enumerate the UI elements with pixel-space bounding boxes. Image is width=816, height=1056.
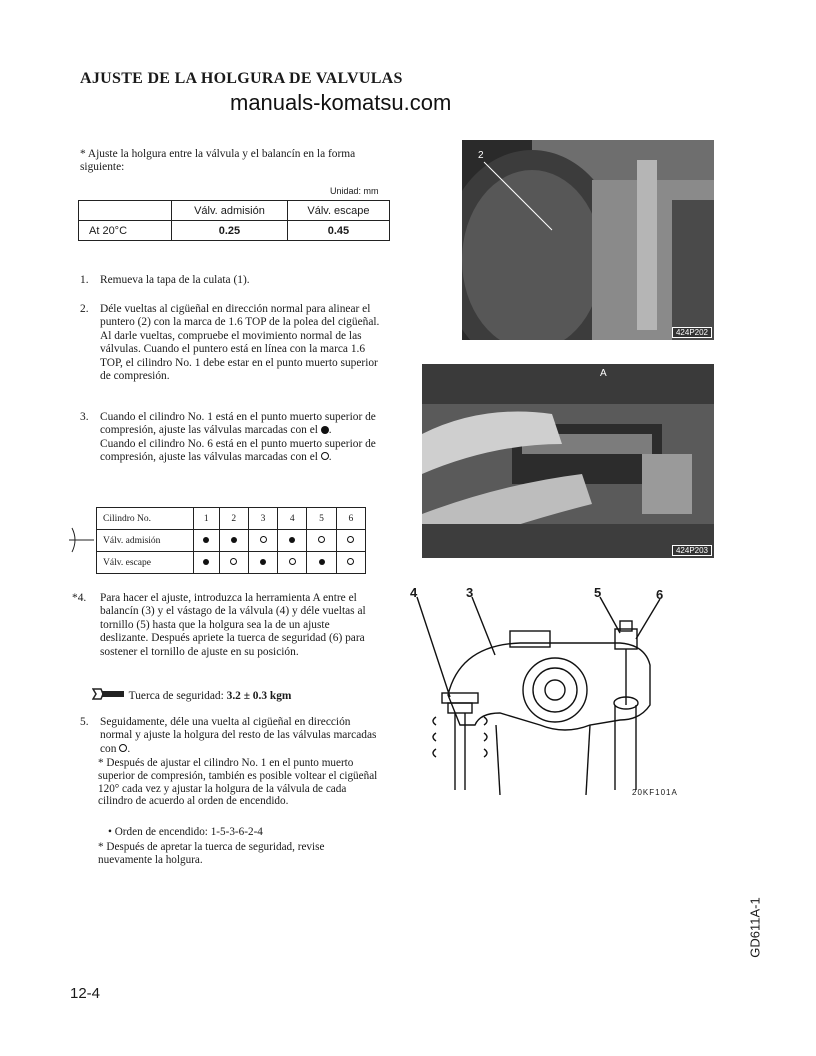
filled-circle-icon — [203, 537, 209, 543]
open-circle-icon — [230, 558, 237, 565]
photo-valve-image — [422, 364, 714, 558]
open-circle-icon — [347, 558, 354, 565]
open-circle-icon — [318, 536, 325, 543]
step-1 — [80, 274, 380, 287]
mark-cell — [336, 530, 365, 552]
diagram-callout-locknut: 6 — [656, 587, 664, 602]
table-header-cell: 1 — [194, 508, 220, 530]
mark-cell — [248, 530, 277, 552]
filled-circle-icon — [289, 537, 295, 543]
table-header-cell: Válv. admisión — [172, 201, 288, 221]
table-header-cell: 4 — [278, 508, 307, 530]
step-text — [100, 716, 380, 756]
step-text: Para hacer el ajuste, introduzca la herramienta A entre el balancín (3) y el vástago de la válvula (4) y déle vueltas al tornillo (5) hasta que la holgura sea la de un ajuste deslizante. Después apriete la tuerca de seguridad (6) para sostener el tornillo de ajuste en su posición. — [100, 592, 366, 658]
mark-cell — [307, 552, 336, 574]
step-number: 1. — [80, 274, 89, 286]
filled-circle-icon — [231, 537, 237, 543]
table-header-cell: 2 — [219, 508, 248, 530]
mark-cell — [194, 530, 220, 552]
filled-circle-icon — [319, 559, 325, 565]
step-text: Remueva la tapa de la culata (1). — [100, 274, 250, 286]
step-end-b: . — [328, 451, 332, 464]
table-header-cell — [79, 201, 172, 221]
diagram-callout-valve: 4 — [410, 585, 418, 600]
step-2 — [80, 303, 380, 383]
sub-note-firing-order: • Orden de encendido: 1-5-3-6-2-4 — [108, 826, 263, 838]
photo-crankshaft-pulley — [462, 140, 714, 340]
open-circle-icon — [347, 536, 354, 543]
mark-cell — [248, 552, 277, 574]
table-cell-intake: 0.25 — [172, 221, 288, 241]
step-3 — [80, 411, 380, 465]
step-text-b: Cuando el cilindro No. 6 está en el punto muerto superior de compresión, ajuste las válvulas marcadas con el — [100, 437, 376, 464]
torque-label: Tuerca de seguridad: — [128, 690, 224, 702]
mark-cell — [278, 530, 307, 552]
torque-value: 3.2 ± 0.3 kgm — [226, 690, 292, 702]
photo-valve-adjustment — [422, 364, 714, 558]
step-text-a: Seguidamente, déle una vuelta al cigüeñal en dirección normal y ajuste la holgura del resto de las válvulas marcadas con — [100, 716, 377, 755]
table-cell-exhaust: 0.45 — [287, 221, 389, 241]
open-circle-icon — [321, 452, 329, 460]
mark-cell — [219, 552, 248, 574]
wrench-icon — [92, 688, 126, 700]
table-header-row — [79, 201, 390, 221]
table-row — [97, 530, 366, 552]
table-header-cell: 6 — [336, 508, 365, 530]
step-5 — [80, 716, 380, 756]
diagram-code: 20KF101A — [632, 788, 678, 797]
document-id: GD611A-1 — [747, 897, 763, 958]
mark-cell — [278, 552, 307, 574]
photo-code: 424P203 — [672, 545, 712, 556]
diagram-callout-screw: 5 — [594, 585, 602, 600]
step-end: . — [127, 742, 131, 755]
step-text-a: Cuando el cilindro No. 1 está en el punto muerto superior de compresión, ajuste las válvulas marcadas con el — [100, 411, 376, 437]
step-number: 5. — [80, 716, 89, 728]
page-title: AJUSTE DE LA HOLGURA DE VALVULAS — [80, 70, 403, 87]
torque-spec — [92, 688, 291, 702]
diagram-callout-rocker: 3 — [466, 585, 474, 600]
table-header-cell: 5 — [307, 508, 336, 530]
mark-cell — [307, 530, 336, 552]
arrow-marker-icon — [66, 520, 96, 560]
step-4 — [72, 592, 380, 659]
page-number: 12-4 — [70, 985, 101, 1002]
table-header-cell: Cilindro No. — [97, 508, 194, 530]
step-number: 2. — [80, 303, 89, 315]
photo-callout: A — [600, 368, 607, 379]
photo-code: 424P202 — [672, 327, 712, 338]
intro-note: * Ajuste la holgura entre la válvula y el balancín en la forma siguiente: — [80, 148, 356, 174]
table-cell-label: At 20°C — [79, 221, 172, 241]
step-text: Déle vueltas al cigüeñal en dirección normal para alinear el puntero (2) con la marca de 1.6 TOP de la polea del cigüeñal. Al darle vueltas, compruebe el movimiento normal de las válvulas. Cuando el puntero está en línea con la marca 1.6 TOP, el cilindro No. 1 debe estar en el punto muerto superior de compresión. — [100, 303, 380, 383]
rocker-arm-drawing — [400, 585, 710, 800]
filled-circle-icon — [203, 559, 209, 565]
step-text — [100, 411, 380, 465]
watermark-text: manuals-komatsu.com — [230, 90, 452, 115]
photo-crankshaft-image — [462, 140, 714, 340]
mark-cell — [219, 530, 248, 552]
firing-order-table — [96, 507, 366, 574]
table-header-cell: 3 — [248, 508, 277, 530]
mark-cell — [194, 552, 220, 574]
clearance-table — [78, 200, 390, 241]
open-circle-icon — [289, 558, 296, 565]
table-header-cell: Válv. escape — [287, 201, 389, 221]
step-number: *4. — [72, 592, 87, 604]
table-row — [97, 552, 366, 574]
filled-circle-icon — [260, 559, 266, 565]
open-circle-icon — [260, 536, 267, 543]
sub-note-1: * Después de ajustar el cilindro No. 1 en el punto muerto superior de compresión, también es posible voltear el cigüeñal 120° cada vez y ajustar la holgura de la válvula de cada cilindro de acuerdo al orden de encendido. — [98, 757, 378, 808]
unit-label: Unidad: mm — [330, 186, 379, 196]
sub-note-2: * Después de apretar la tuerca de seguridad, revise nuevamente la holgura. — [98, 841, 325, 866]
table-cell-label: Válv. admisión — [97, 530, 194, 552]
photo-callout: 2 — [478, 150, 484, 161]
step-number: 3. — [80, 411, 89, 423]
table-header-row — [97, 508, 366, 530]
mark-cell — [336, 552, 365, 574]
table-cell-label: Válv. escape — [97, 552, 194, 574]
step-end-a: . — [328, 424, 332, 437]
rocker-arm-diagram — [400, 585, 710, 800]
filled-circle-icon — [321, 426, 329, 434]
table-row — [79, 221, 390, 241]
